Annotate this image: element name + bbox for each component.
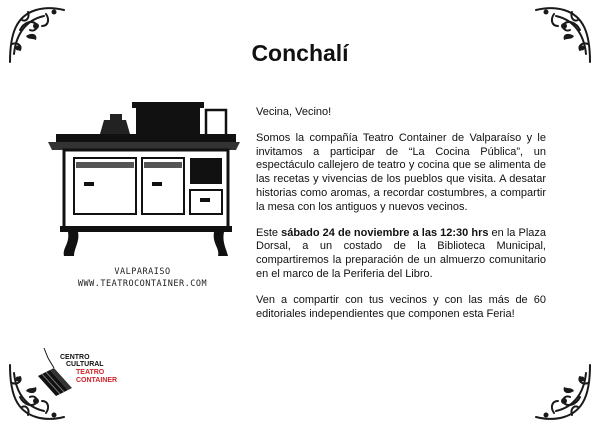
logo-line-teatro: TEATRO	[76, 369, 105, 376]
paragraph-intro: Somos la compañía Teatro Container de Valparaíso y le invitamos a participar de “La Cocina Pública”, un espectáculo callejero de teatro y cocina que se alimenta de las recetas y vivencias de los pueblos que visita. A desatar historias como aromas, a recordar costumbres, a compartir la mesa con los antiguos y nuevos vecinos.	[256, 131, 546, 213]
paragraph-closing: Ven a compartir con tus vecinos y con las más de 60 editoriales independientes que componen esta Feria!	[256, 293, 546, 320]
page-title: Conchalí	[251, 40, 349, 66]
greeting: Vecina, Vecino!	[256, 106, 332, 118]
logo-line-cultural: CULTURAL	[66, 361, 104, 368]
caption-website: WWW.TEATROCONTAINER.COM	[77, 279, 208, 289]
logo-line-container: CONTAINER	[76, 377, 118, 384]
paragraph-event	[256, 227, 546, 282]
caption-city: VALPARAISO	[114, 267, 171, 277]
centro-cultural-teatro-container-logo	[36, 340, 136, 398]
invitation-body	[256, 106, 546, 333]
logo-line-centro: CENTRO	[60, 354, 90, 361]
event-text-pre: Este	[256, 226, 282, 239]
event-text-post: en la Plaza Dorsal, a un costado de la Biblioteca Municipal, compartiremos la preparación de un almuerzo comunitario en el marco de la Periferia del Libro.	[256, 226, 546, 280]
stove-caption	[40, 266, 245, 290]
stove-illustration	[40, 98, 245, 258]
event-date-time: sábado 24 de noviembre a las 12:30 hrs	[281, 226, 489, 239]
ornament-corner-bottom-right	[532, 361, 594, 423]
